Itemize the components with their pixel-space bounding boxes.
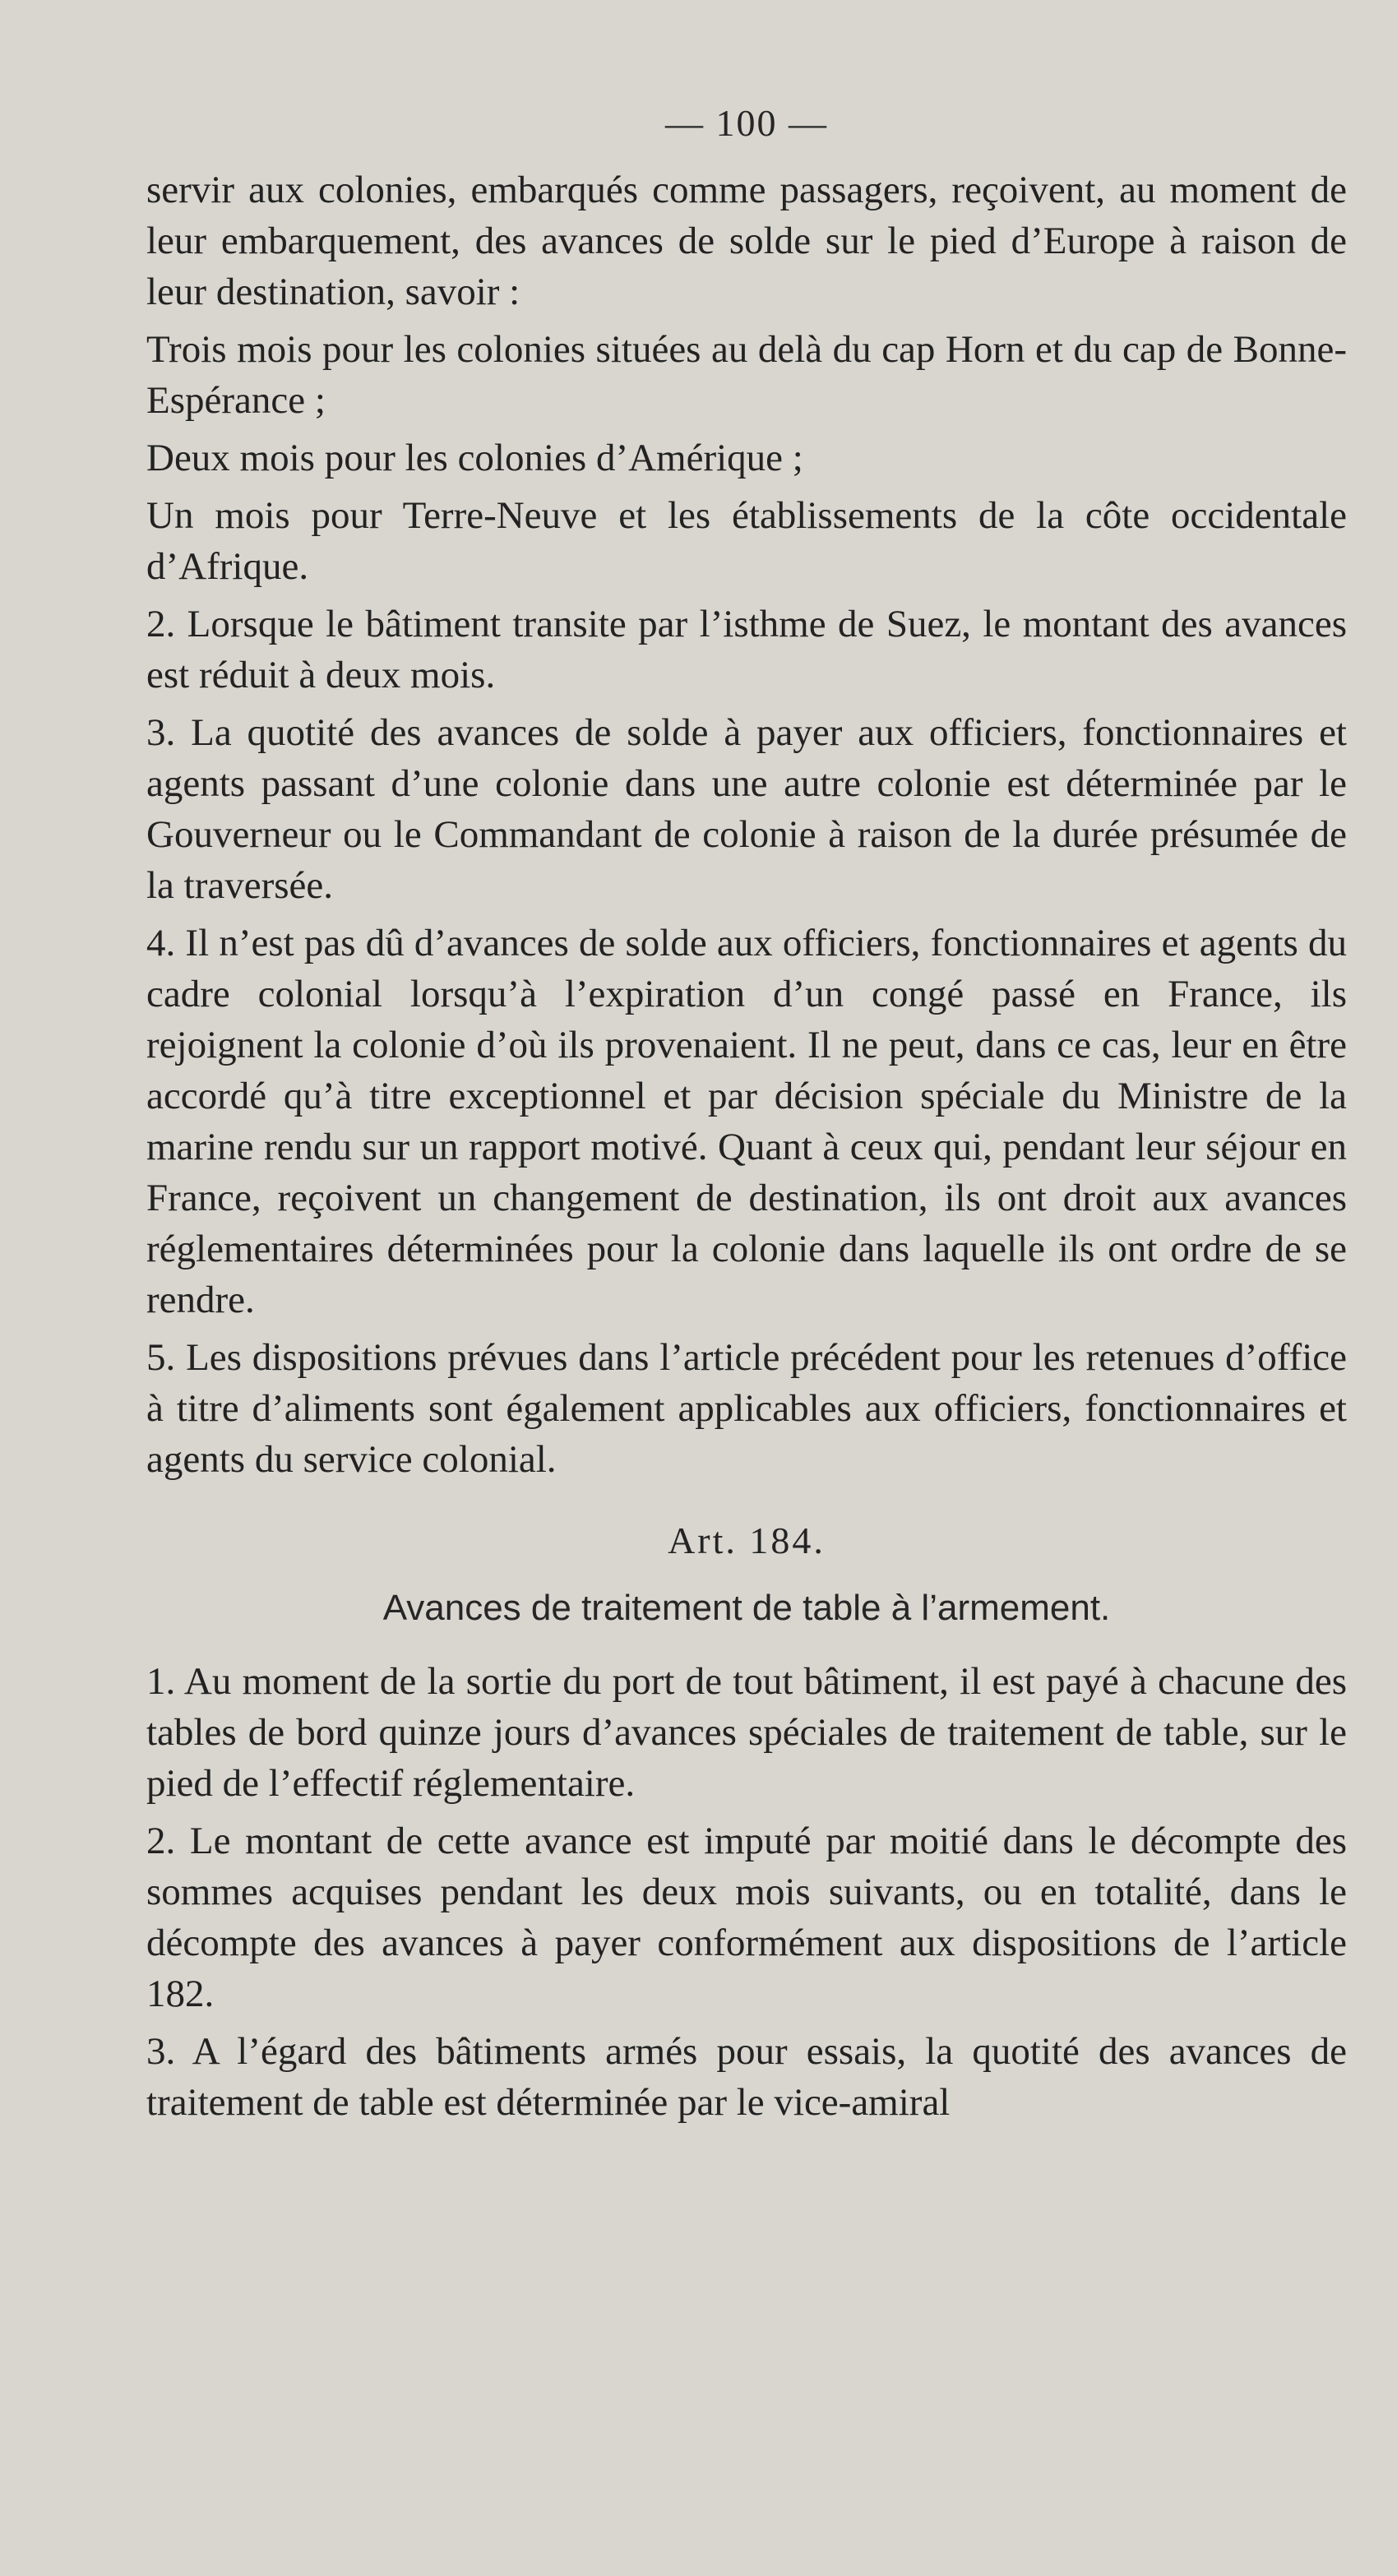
- paragraph-continuation: servir aux colonies, embarqués comme passagers, reçoivent, au moment de leur embarquement, des avances de solde sur le pied d’Europe à raison de leur destination, savoir :: [146, 169, 1347, 313]
- paragraph-art184-clause-3: 3. A l’égard des bâtiments armés pour essais, la quotité des avances de traitement de table est déterminée par le vice-amiral: [146, 2030, 1347, 2124]
- paragraph-art184-clause-1: 1. Au moment de la sortie du port de tout bâtiment, il est payé à chacune des tables de bord quinze jours d’avances spéciales de traitement de table, sur le pied de l’effectif réglementaire.: [146, 1660, 1347, 1805]
- paragraph-two-months: Deux mois pour les colonies d’Amérique ;: [146, 437, 803, 479]
- paragraph-art184-clause-2: 2. Le montant de cette avance est imputé par moitié dans le décompte des sommes acquises pendant les deux mois suivants, ou en totalité, dans le décompte des avances à payer conformément aux dispositions de l’article 182.: [146, 1820, 1347, 2015]
- paragraph-one-month: Un mois pour Terre-Neuve et les établissements de la côte occidentale d’Afrique.: [146, 494, 1347, 588]
- paragraph-three-months: Trois mois pour les colonies situées au delà du cap Horn et du cap de Bonne-Espérance ;: [146, 328, 1347, 422]
- paragraph-clause-2: 2. Lorsque le bâtiment transite par l’isthme de Suez, le montant des avances est réduit à deux mois.: [146, 603, 1347, 696]
- article-heading: Art. 184.: [668, 1519, 826, 1561]
- article-subheading: Avances de traitement de table à l’armement.: [382, 1588, 1111, 1628]
- paragraph-clause-4: 4. Il n’est pas dû d’avances de solde aux officiers, fonctionnaires et agents du cadre colonial lorsqu’à l’expiration d’un congé passé en France, ils rejoignent la colonie d’où ils provenaient. Il ne peut, dans ce cas, leur en être accordé qu’à titre exceptionnel et par décision spéciale du Ministre de la marine rendu sur un rapport motivé. Quant à ceux qui, pendant leur séjour en France, reçoivent un changement de destination, ils ont droit aux avances réglementaires déterminées pour la colonie dans laquelle ils ont ordre de se rendre.: [146, 922, 1347, 1321]
- paragraph-clause-5: 5. Les dispositions prévues dans l’article précédent pour les retenues d’office à titre d’aliments sont également applicables aux officiers, fonctionnaires et agents du service colonial.: [146, 1336, 1347, 1481]
- page-number: — 100 —: [665, 102, 828, 144]
- text-column: [146, 99, 1347, 2134]
- paragraph-clause-3: 3. La quotité des avances de solde à payer aux officiers, fonctionnaires et agents passant d’une colonie dans une autre colonie est déterminée par le Gouverneur ou le Commandant de colonie à raison de la durée présumée de la traversée.: [146, 711, 1347, 907]
